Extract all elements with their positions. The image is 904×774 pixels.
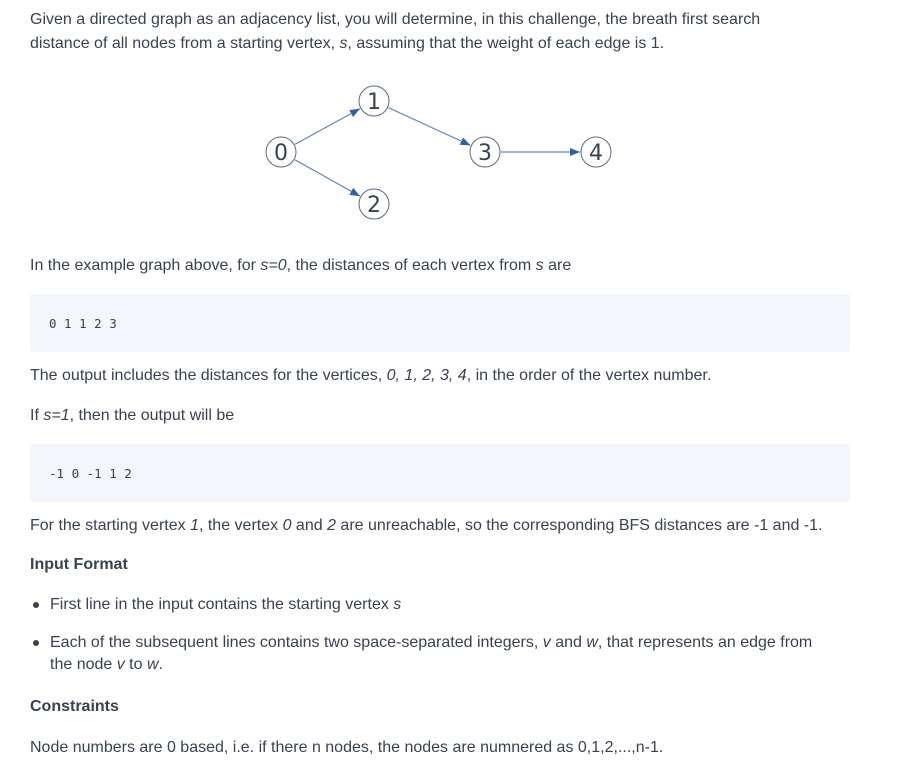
bullet-icon (33, 640, 39, 646)
code-text: -1 0 -1 1 2 (49, 466, 132, 481)
graph-diagram (0, 80, 904, 230)
code-block-distances-s1 (30, 444, 850, 502)
if-s1-sentence: If s=1, then the output will be (30, 407, 235, 424)
output-note: The output includes the distances for the vertices, 0, 1, 2, 3, 4, in the order of the vertex number. (30, 367, 712, 384)
list-item: Each of the subsequent lines contains two space-separated integers, v and w, that represents an edge from the node v to w. (30, 632, 860, 680)
graph-node-1 (359, 86, 389, 116)
intro-line-2: distance of all nodes from a starting vertex, s, assuming that the weight of each edge is 1. (30, 35, 665, 52)
intro-paragraph (30, 8, 760, 56)
graph-node-2 (359, 189, 389, 219)
input-format-heading: Input Format (30, 556, 128, 573)
graph-node-label: 2 (367, 193, 381, 218)
intro-line-1: Given a directed graph as an adjacency list, you will determine, in this challenge, the breath first search (30, 11, 761, 28)
graph-node-label: 1 (367, 90, 381, 115)
code-text: 0 1 1 2 3 (49, 316, 117, 331)
graph-edge-1-3 (389, 108, 471, 146)
graph-node-label: 0 (274, 141, 288, 166)
list-item: First line in the input contains the starting vertex s (30, 594, 860, 618)
graph-node-0 (266, 137, 296, 167)
graph-edge-0-1 (295, 109, 360, 145)
code-block-distances-s0 (30, 294, 850, 352)
graph-node-label: 3 (478, 141, 492, 166)
unreachable-sentence: For the starting vertex 1, the vertex 0 and 2 are unreachable, so the corresponding BFS distances are -1 and -1. (30, 517, 823, 534)
constraints-text: Node numbers are 0 based, i.e. if there n nodes, the nodes are numnered as 0,1,2,...,n-1. (30, 739, 664, 756)
constraints-heading: Constraints (30, 698, 119, 715)
graph-node-3 (470, 137, 500, 167)
bullet-icon (33, 602, 39, 608)
graph-edge-0-2 (295, 160, 360, 196)
example-sentence: In the example graph above, for s=0, the distances of each vertex from s are (30, 257, 572, 274)
graph-node-4 (581, 137, 611, 167)
graph-node-label: 4 (589, 141, 603, 166)
